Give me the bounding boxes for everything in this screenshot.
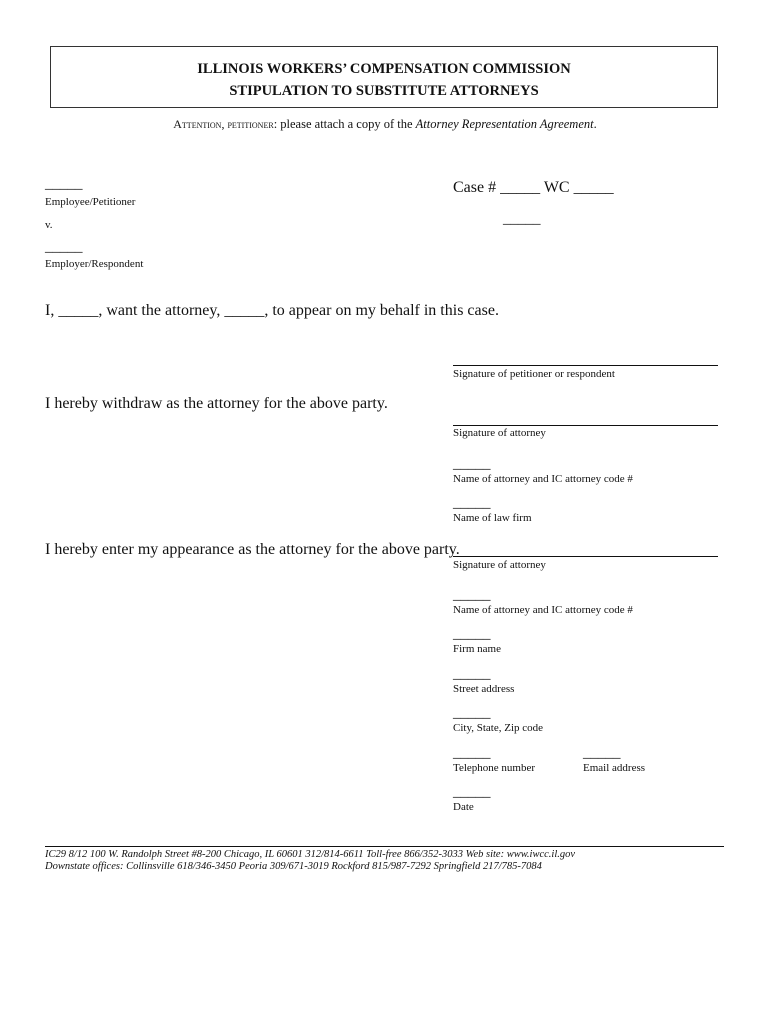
commission-title: ILLINOIS WORKERS’ COMPENSATION COMMISSION <box>197 61 571 77</box>
employee-field[interactable]: _____ <box>45 176 83 192</box>
date-label: Date <box>453 801 474 813</box>
firm-name-label: Firm name <box>453 643 501 655</box>
form-title: STIPULATION TO SUBSTITUTE ATTORNEYS <box>229 83 539 99</box>
street-address-label: Street address <box>453 683 515 695</box>
title-box <box>50 46 718 108</box>
withdraw-attorney-name-label: Name of attorney and IC attorney code # <box>453 473 633 485</box>
attention-lead: Attention, petitioner <box>173 117 274 131</box>
case-number-field-2[interactable]: _____ <box>503 211 541 227</box>
attention-note <box>0 117 770 132</box>
enter-attorney-name-field[interactable]: _____ <box>453 587 491 603</box>
date-field[interactable]: _____ <box>453 784 491 800</box>
case-number-field[interactable]: Case # _____ WC _____ <box>453 179 614 196</box>
withdraw-signature-label: Signature of attorney <box>453 427 546 439</box>
enter-attorney-name-label: Name of attorney and IC attorney code # <box>453 604 633 616</box>
footer-downstate-offices: Downstate offices: Collinsville 618/346-3450 Peoria 309/671-3019 Rockford 815/987-7292 Springfield 217/785-7084 <box>45 861 542 872</box>
withdraw-law-firm-label: Name of law firm <box>453 512 532 524</box>
city-state-zip-field[interactable]: _____ <box>453 705 491 721</box>
enter-signature-label: Signature of attorney <box>453 559 546 571</box>
withdraw-attorney-name-field[interactable]: _____ <box>453 456 491 472</box>
withdraw-signature-line[interactable] <box>453 425 718 426</box>
versus-label: v. <box>45 219 53 231</box>
agreement-name: Attorney Representation Agreement <box>415 117 594 131</box>
petitioner-signature-label: Signature of petitioner or respondent <box>453 368 615 380</box>
email-field[interactable]: _____ <box>583 745 621 761</box>
email-label: Email address <box>583 762 646 774</box>
city-state-zip-label: City, State, Zip code <box>453 722 544 734</box>
employer-label: Employer/Respondent <box>45 258 144 270</box>
withdraw-statement: I hereby withdraw as the attorney for the above party. <box>45 395 388 412</box>
footer-address: IC29 8/12 100 W. Randolph Street #8-200 Chicago, IL 60601 312/814-6611 Toll-free 866/352-3033 Web site: www.iwcc.il.gov <box>45 849 576 860</box>
enter-signature-line[interactable] <box>453 556 718 557</box>
petitioner-signature-line[interactable] <box>453 365 718 366</box>
telephone-label: Telephone number <box>453 762 536 774</box>
footer-rule <box>45 846 724 847</box>
petitioner-statement[interactable]: I, _____, want the attorney, _____, to appear on my behalf in this case. <box>45 302 499 319</box>
firm-name-field[interactable]: _____ <box>453 626 491 642</box>
attention-end: . <box>593 117 597 131</box>
telephone-field[interactable]: _____ <box>453 745 491 761</box>
employer-field[interactable]: _____ <box>45 239 83 255</box>
appearance-statement: I hereby enter my appearance as the attorney for the above party. <box>45 541 460 558</box>
attention-text: : please attach a copy of the <box>273 117 416 131</box>
withdraw-law-firm-field[interactable]: _____ <box>453 495 491 511</box>
employee-label: Employee/Petitioner <box>45 196 136 208</box>
street-address-field[interactable]: _____ <box>453 666 491 682</box>
